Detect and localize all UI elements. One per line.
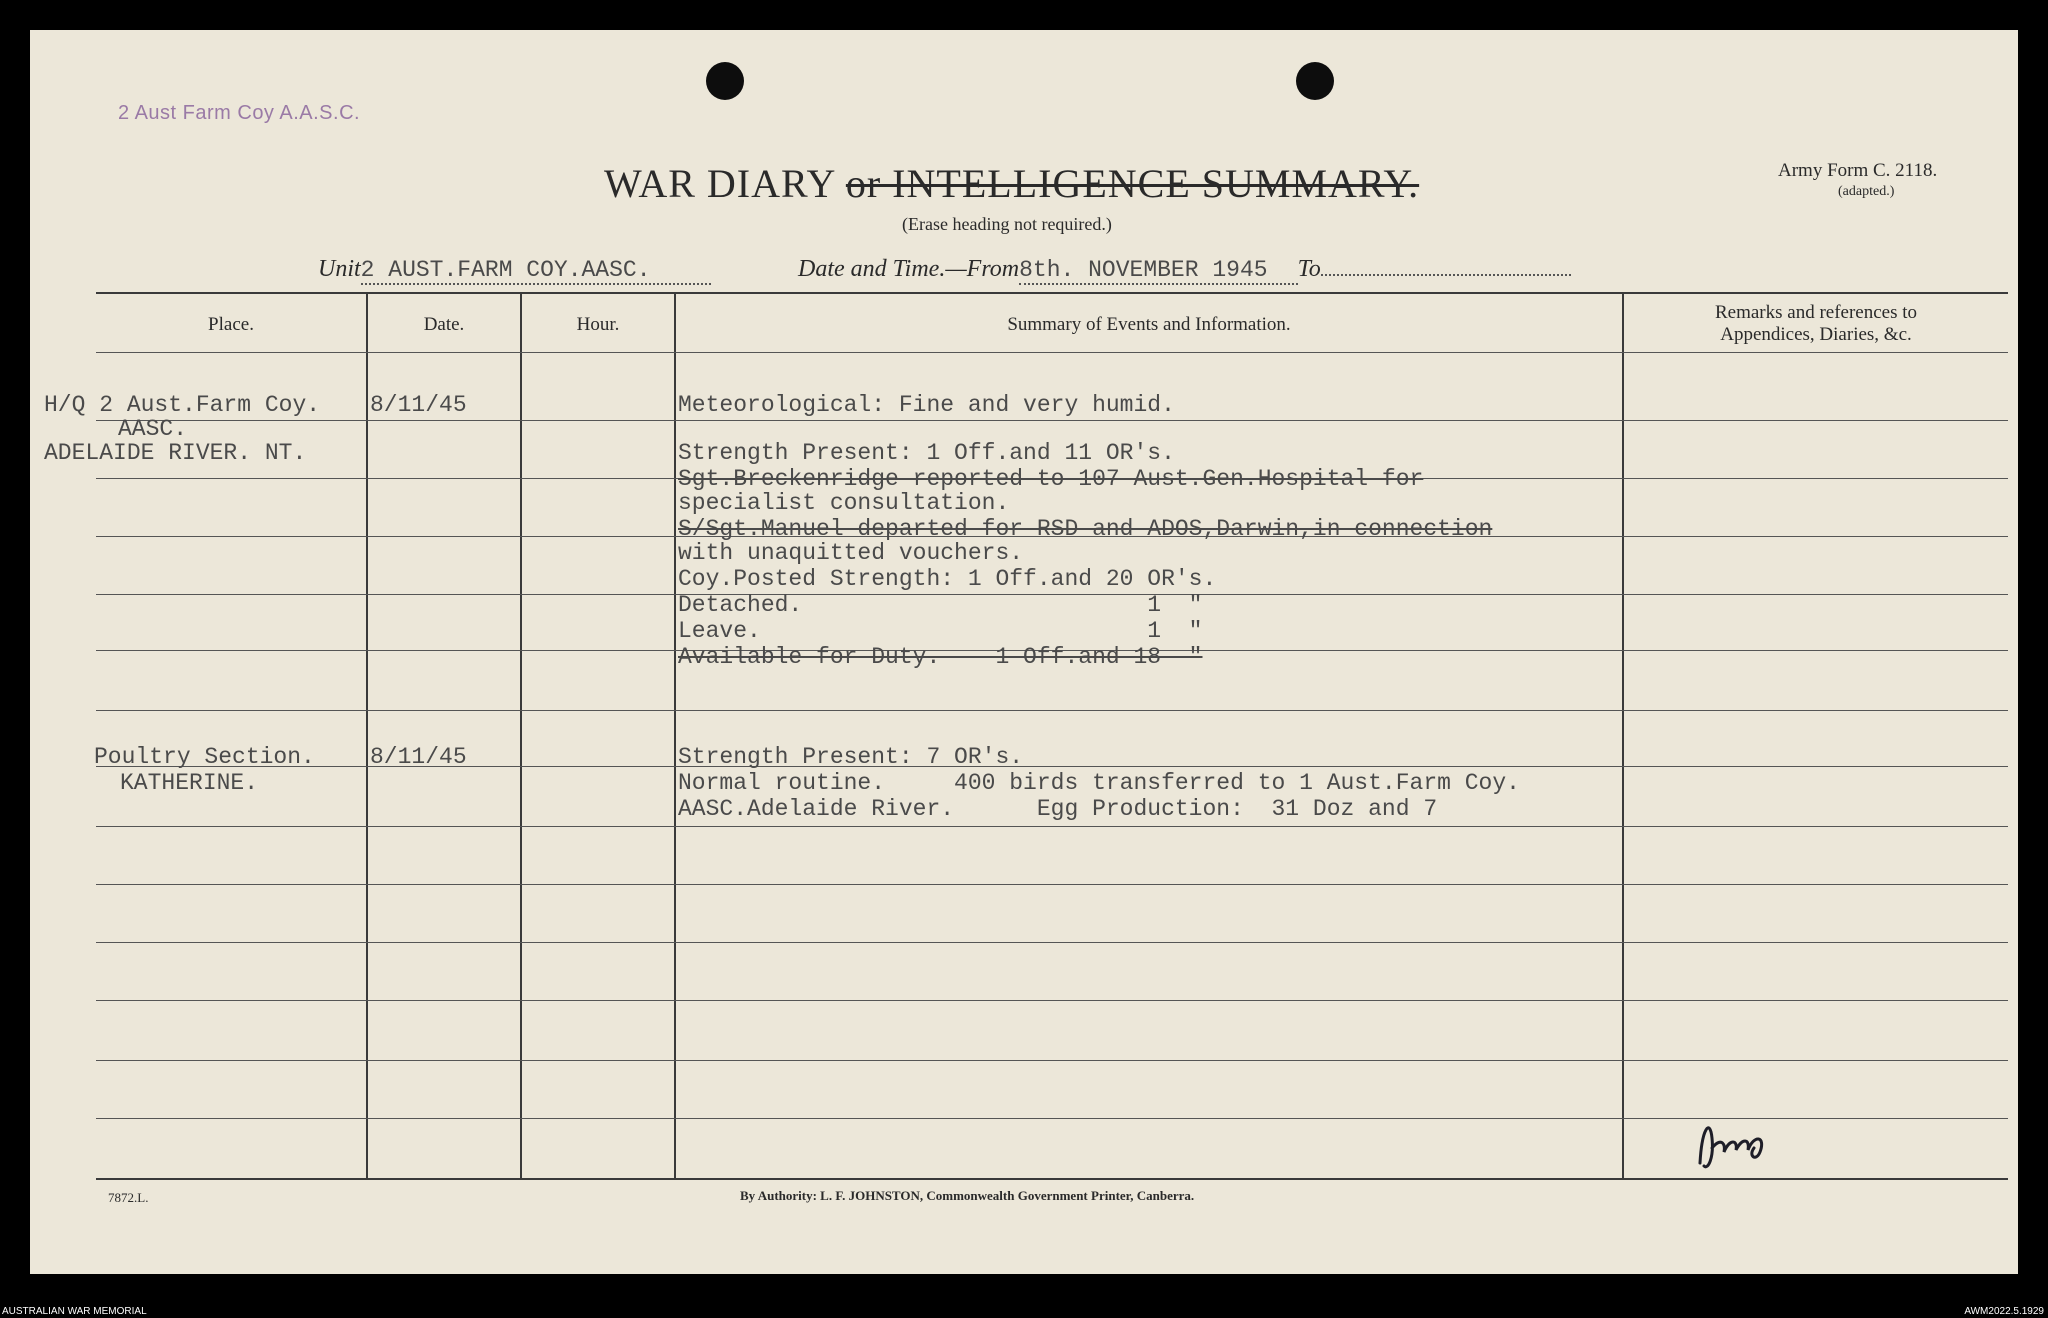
date-from-value: 8th. NOVEMBER 1945 <box>1019 257 1297 285</box>
column-header-summary: Summary of Events and Information. <box>1007 314 1291 335</box>
entry1-summary-line3: Sgt.Breckenridge reported to 107 Aust.Gen.Hospital for <box>678 466 1424 492</box>
entry1-summary-line8: Detached. 1 " <box>678 592 1203 618</box>
entry1-summary-line2: Strength Present: 1 Off.and 11 OR's. <box>678 440 1175 466</box>
entry1-summary-line5: S/Sgt.Manuel departed for RSD and ADOS,Darwin,in connection <box>678 516 1493 542</box>
entry1-place-line1: H/Q 2 Aust.Farm Coy. <box>44 392 321 418</box>
unit-stamp: 2 Aust Farm Coy A.A.S.C. <box>118 102 361 124</box>
form-code: 7872.L. <box>108 1190 149 1205</box>
entry2-date: 8/11/45 <box>370 744 467 770</box>
column-divider-summary <box>1622 292 1624 1178</box>
unit-line <box>318 256 711 283</box>
ruled-line <box>96 352 2008 353</box>
entry2-place-line1: Poultry Section. <box>94 744 315 770</box>
entry1-place-line3: ADELAIDE RIVER. NT. <box>44 440 307 466</box>
column-divider-place <box>366 292 368 1178</box>
archive-reference: AWM2022.5.1929 <box>1964 1306 2044 1317</box>
document-title <box>604 160 1419 207</box>
title-subtitle: (Erase heading not required.) <box>902 214 1112 234</box>
entry1-place-line2: AASC. <box>118 416 188 442</box>
entry2-summary-line2: Normal routine. 400 birds transferred to 1 Aust.Farm Coy. <box>678 770 1520 796</box>
punch-hole-right <box>1296 62 1334 100</box>
army-form-number: Army Form C. 2118. <box>1778 160 1938 181</box>
ruled-line <box>96 1000 2008 1001</box>
archive-bar <box>0 1306 2048 1318</box>
ruled-line <box>96 1060 2008 1061</box>
column-header-remarks-line1: Remarks and references to <box>1714 302 1918 323</box>
entry1-summary-line10: Available for Duty. 1 Off.and 18 " <box>678 644 1203 670</box>
entry2-summary-line1: Strength Present: 7 OR's. <box>678 744 1024 770</box>
date-to-label: To <box>1297 256 1321 282</box>
archive-name: AUSTRALIAN WAR MEMORIAL <box>2 1306 147 1317</box>
entry1-date: 8/11/45 <box>370 392 467 418</box>
ruled-line <box>96 826 2008 827</box>
unit-value: 2 AUST.FARM COY.AASC. <box>361 257 711 285</box>
column-header-date: Date. <box>423 314 465 335</box>
column-header-place: Place. <box>208 314 254 335</box>
ruled-line <box>96 710 2008 711</box>
army-form-adapted: (adapted.) <box>1838 184 1895 199</box>
printer-authority: By Authority: L. F. JOHNSTON, Commonwealth Government Printer, Canberra. <box>740 1188 1195 1203</box>
entry1-summary-line7: Coy.Posted Strength: 1 Off.and 20 OR's. <box>678 566 1217 592</box>
entry1-summary-line4: specialist consultation. <box>678 490 1010 516</box>
title-intelligence-summary: or INTELLIGENCE SUMMARY. <box>845 161 1420 206</box>
unit-label: Unit <box>318 256 361 282</box>
punch-hole-left <box>706 62 744 100</box>
ruled-line <box>96 884 2008 885</box>
entry1-summary-line9: Leave. 1 " <box>678 618 1203 644</box>
column-divider-date <box>520 292 522 1178</box>
ruled-line <box>96 942 2008 943</box>
entry2-place-line2: KATHERINE. <box>120 770 259 796</box>
date-time-line <box>798 256 1571 283</box>
column-divider-hour <box>674 292 676 1178</box>
entry1-summary-line6: with unaquitted vouchers. <box>678 540 1024 566</box>
title-war-diary: WAR DIARY <box>604 161 835 206</box>
date-time-label: Date and Time.—From <box>798 256 1020 282</box>
entry1-summary-line1: Meteorological: Fine and very humid. <box>678 392 1175 418</box>
table-top-rule <box>96 292 2008 294</box>
document-page <box>30 30 2018 1274</box>
ruled-line <box>96 420 2008 421</box>
entry2-summary-line3: AASC.Adelaide River. Egg Production: 31 Doz and 7 <box>678 796 1438 822</box>
signature <box>1690 1108 1800 1180</box>
column-header-remarks-line2: Appendices, Diaries, &c. <box>1720 324 1912 345</box>
date-to-blank <box>1321 274 1571 276</box>
column-header-hour: Hour. <box>576 314 620 335</box>
